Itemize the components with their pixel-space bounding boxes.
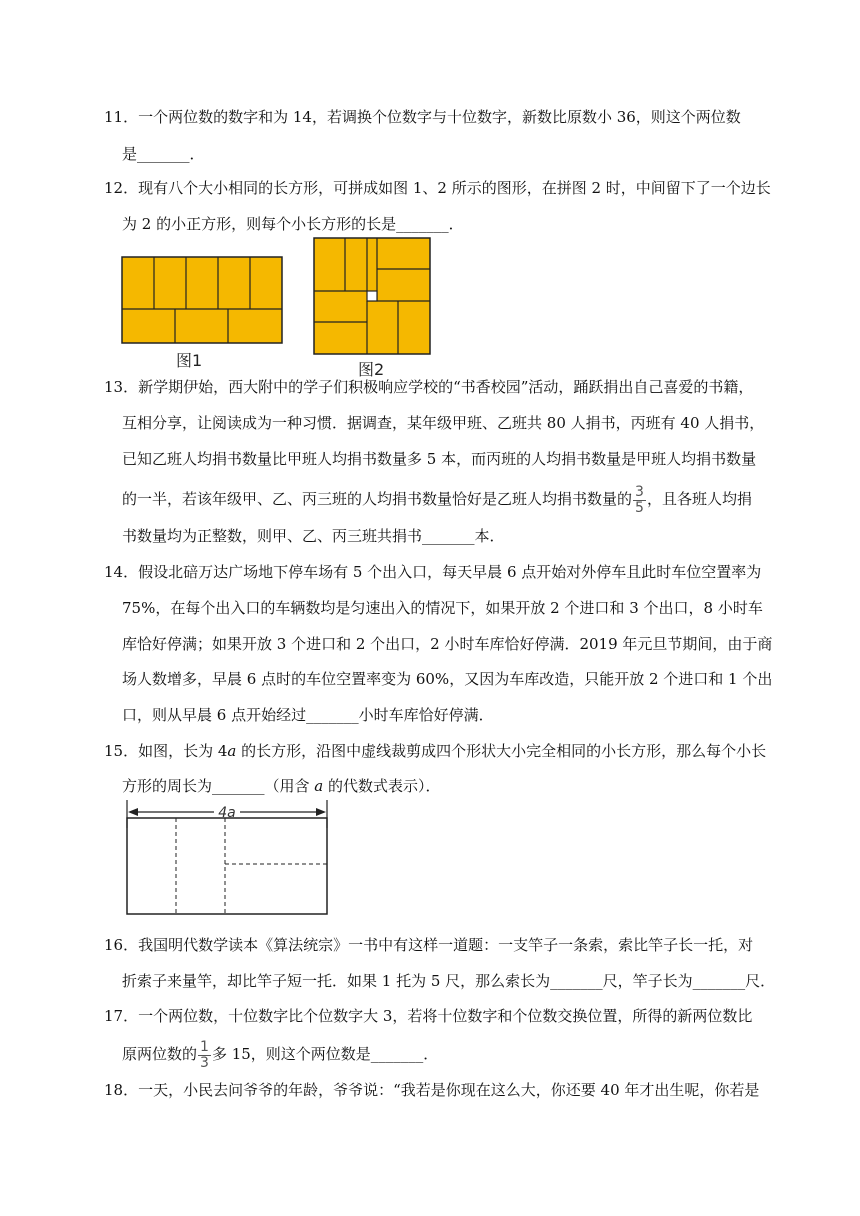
- q16-number: 16．: [104, 936, 139, 954]
- q18-line1: 18．一天，小民去问爷爷的年龄，爷爷说：“我若是你现在这么大，你还要 40 年才出生呢，你若是: [104, 1081, 760, 1099]
- q14-line4: 场人数增多，早晨 6 点时的车位空置率变为 60%，又因为车库改造，只能开放 2 个进口和 1 个出: [122, 670, 773, 688]
- figure-q15-rectangle: [118, 798, 334, 920]
- fraction-3-5: $\frac{3}{5}$: [635, 483, 644, 516]
- q11-number: 11．: [104, 108, 139, 126]
- q15-number: 15．: [104, 742, 139, 760]
- q13-line4: 的一半，若该年级甲、乙、丙三班的人均捐书数量恰好是乙班人均捐书数量的 $\frac{3}{5}$ ，且各班人均捐: [122, 483, 752, 516]
- q17-number: 17．: [104, 1007, 139, 1025]
- q15-line1: 15．如图，长为 4a 的长方形，沿图中虚线裁剪成四个形状大小完全相同的小长方形，那么每个小长: [104, 742, 767, 760]
- q17-line1: 17．一个两位数，十位数字比个位数字大 3，若将十位数字和个位数交换位置，所得的新两位数比: [104, 1007, 753, 1025]
- q14-line2: 75%，在每个出入口的车辆数均是匀速出入的情况下，如果开放 2 个进口和 3 个出口，8 小时车: [122, 599, 763, 617]
- q16-line1: 16．我国明代数学读本《算法统宗》一书中有这样一道题：一支竿子一条索，索比竿子长一托，对: [104, 936, 754, 954]
- q12-number: 12．: [104, 179, 139, 197]
- figure-1-caption: 图1: [176, 351, 203, 370]
- q12-line1: 12．现有八个大小相同的长方形，可拼成如图 1、2 所示的图形，在拼图 2 时，中间留下了一个边长: [104, 179, 771, 197]
- q14-line5: 口，则从早晨 6 点开始经过_______小时车库恰好停满．: [122, 706, 494, 724]
- q13-line5: 书数量均为正整数，则甲、乙、丙三班共捐书_______本．: [122, 527, 505, 545]
- q18-number: 18．: [104, 1081, 139, 1099]
- figure-q15-label: 4a: [218, 805, 236, 821]
- figure-1-rectangles: [120, 255, 284, 345]
- q13-line2: 互相分享，让阅读成为一种习惯．据调查，某年级甲班、乙班共 80 人捐书，丙班有 40 人捐书，: [122, 414, 765, 432]
- q12-line2: 为 2 的小正方形，则每个小长方形的长是_______．: [122, 215, 464, 233]
- q17-line2: 原两位数的 $\frac{1}{3}$ 多 15，则这个两位数是_______．: [122, 1038, 439, 1071]
- q11-line2: 是_______．: [122, 145, 205, 163]
- fraction-1-3: $\frac{1}{3}$: [200, 1038, 209, 1071]
- q13-line3: 已知乙班人均捐书数量比甲班人均捐书数量多 5 本，而丙班的人均捐书数量是甲班人均捐书数量: [122, 450, 757, 468]
- q14-line3: 库恰好停满；如果开放 3 个进口和 2 个出口，2 小时车库恰好停满．2019 年元旦节期间，由于商: [122, 635, 773, 653]
- q11-line1: 11．一个两位数的数字和为 14，若调换个位数字与十位数字，新数比原数小 36，则这个两位数: [104, 108, 741, 126]
- q15-line2: 方形的周长为_______（用含 a 的代数式表示）．: [122, 777, 441, 795]
- q13-number: 13．: [104, 378, 139, 396]
- q14-line1: 14．假设北碚万达广场地下停车场有 5 个出入口，每天早晨 6 点开始对外停车且此时车位空置率为: [104, 563, 762, 581]
- q16-line2: 折索子来量竿，却比竿子短一托．如果 1 托为 5 尺，那么索长为_______尺，竿子长为_______尺．: [122, 972, 776, 990]
- q13-line1: 13．新学期伊始，西大附中的学子们积极响应学校的“书香校园”活动，踊跃捐出自己喜爱的书籍，: [104, 378, 754, 396]
- figure-2-caption: 图2: [358, 360, 385, 379]
- q14-number: 14．: [104, 563, 139, 581]
- figure-2-rectangles: [312, 236, 432, 356]
